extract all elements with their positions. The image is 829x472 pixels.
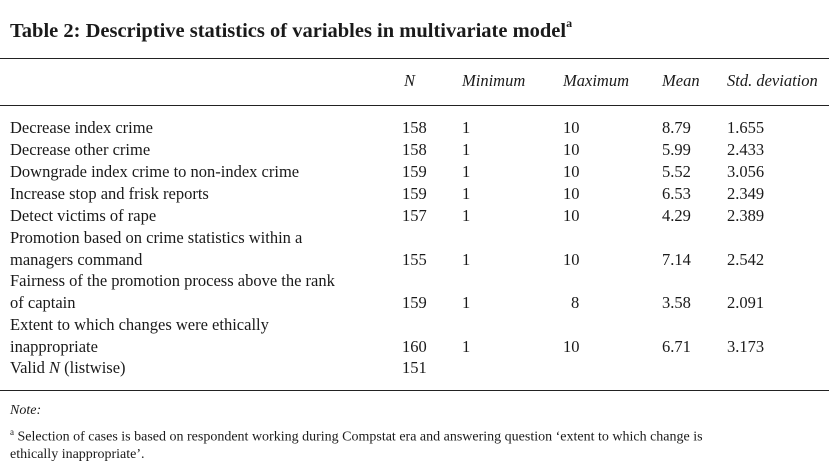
cell-sd: 2.349 [727,184,765,203]
cell-max: 10 [563,118,580,137]
cell-min: 1 [462,118,471,137]
cell-min: 1 [462,293,471,312]
top-rule [0,58,829,59]
cell-n: 160 [402,337,427,356]
row-label: Decrease index crime [10,118,153,137]
valid-n-value: 151 [402,358,427,377]
cell-max: 10 [563,250,580,269]
row-label: Decrease other crime [10,140,151,159]
row-label: of captain [10,293,76,312]
cell-sd: 2.091 [727,293,765,312]
cell-min: 1 [462,206,471,225]
cell-max: 8 [571,293,580,312]
row-label-line1: Promotion based on crime statistics within a [10,228,303,247]
note-line-2: ethically inappropriate’. [10,447,145,462]
cell-min: 1 [462,250,471,269]
cell-sd: 3.173 [727,337,765,356]
cell-min: 1 [462,184,471,203]
col-header-maximum: Maximum [563,71,629,90]
table-title [10,18,572,43]
cell-n: 159 [402,293,427,312]
note-heading: Note: [10,403,42,418]
col-header-mean: Mean [662,71,700,90]
cell-max: 10 [563,184,580,203]
cell-sd: 2.389 [727,206,765,225]
cell-sd: 3.056 [727,162,765,181]
row-label: managers command [10,250,143,269]
cell-n: 155 [402,250,427,269]
table-title-text: Table 2: Descriptive statistics of variables in multivariate model [10,19,567,42]
cell-min: 1 [462,337,471,356]
cell-n: 158 [402,118,427,137]
header-rule [0,105,829,106]
note-footnote-marker: a [10,427,14,437]
cell-max: 10 [563,162,580,181]
cell-n: 158 [402,140,427,159]
cell-mean: 4.29 [662,206,691,225]
col-header-minimum: Minimum [462,71,526,90]
cell-mean: 6.71 [662,337,691,356]
row-label: inappropriate [10,337,98,356]
cell-n: 157 [402,206,427,225]
cell-mean: 3.58 [662,293,691,312]
cell-sd: 2.433 [727,140,765,159]
cell-max: 10 [563,337,580,356]
cell-min: 1 [462,140,471,159]
cell-sd: 2.542 [727,250,765,269]
row-label: Detect victims of rape [10,206,157,225]
bottom-rule [0,390,829,391]
note-line-1: $^a$ Selection of cases is based on respondent working during Compstat era and answering question ‘extent to which change is [10,427,703,445]
row-label-line1: Extent to which changes were ethically [10,315,269,334]
row-label-line1: Fairness of the promotion process above the rank [10,271,335,290]
cell-min: 1 [462,162,471,181]
cell-mean: 7.14 [662,250,691,269]
cell-mean: 5.52 [662,162,691,181]
row-label: Increase stop and frisk reports [10,184,209,203]
cell-max: 10 [563,140,580,159]
cell-max: 10 [563,206,580,225]
col-header-std-deviation: Std. deviation [727,71,818,90]
title-footnote-marker: a [566,16,573,30]
cell-mean: 5.99 [662,140,691,159]
valid-n-label: Valid N (listwise) [10,358,126,377]
cell-mean: 8.79 [662,118,691,137]
col-header-n: N [404,71,416,90]
cell-mean: 6.53 [662,184,691,203]
cell-n: 159 [402,184,427,203]
cell-sd: 1.655 [727,118,765,137]
row-label: Downgrade index crime to non-index crime [10,162,300,181]
cell-n: 159 [402,162,427,181]
